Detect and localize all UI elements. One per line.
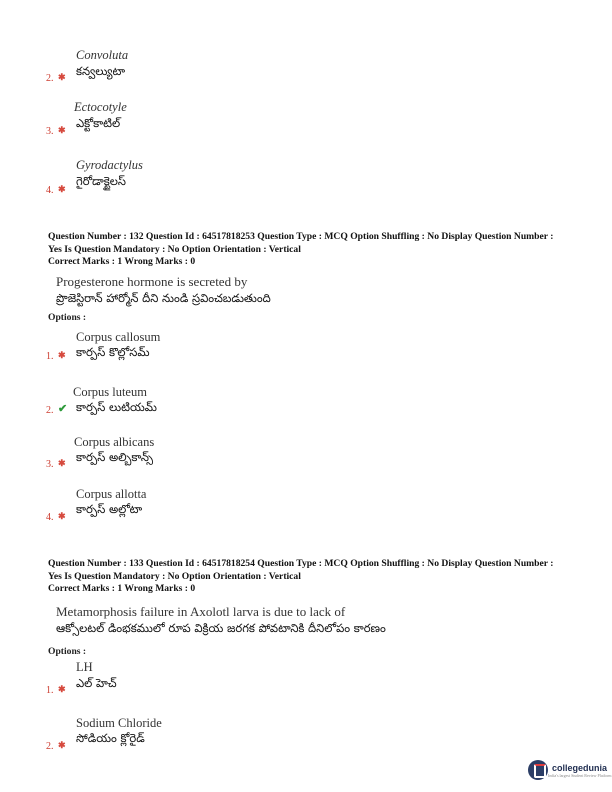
option-text-te: ఎల్ హెచ్ (76, 676, 117, 690)
option-number: 1. (46, 685, 54, 696)
wrong-mark-icon: ✱ (58, 740, 66, 750)
wrong-mark-icon: ✱ (58, 511, 66, 521)
option-text-te: సోడియం క్లోరైడ్ (76, 731, 145, 745)
question-marks: Correct Marks : 1 Wrong Marks : 0 (48, 583, 196, 594)
wrong-mark-icon: ✱ (58, 184, 66, 194)
option-text-te: ఎక్టోకాటిల్ (76, 116, 121, 130)
question-text-te: ప్రొజెస్టిరాన్ హార్మోన్ దీని నుండి స్రవించబడుతుంది (56, 291, 271, 305)
option-text-en: Gyrodactylus (76, 158, 143, 172)
option-text-te: కార్పస్ కొల్లోసమ్ (76, 345, 150, 359)
option-text-te: కార్పస్ లుటియమ్ (76, 400, 157, 414)
wrong-mark-icon: ✱ (58, 350, 66, 360)
logo-name: collegedunia (552, 762, 608, 773)
question-marks: Correct Marks : 1 Wrong Marks : 0 (48, 256, 196, 267)
logo-badge-icon (528, 760, 548, 780)
option-text-te: కన్వల్యుటా (76, 64, 126, 78)
wrong-mark-icon: ✱ (58, 72, 66, 82)
option-number: 4. (46, 512, 54, 523)
option-text-te: కార్పస్ అల్బికాన్స్ (76, 450, 154, 464)
option-text-en: Corpus callosum (76, 330, 161, 344)
option-number: 4. (46, 185, 54, 196)
question-header: Question Number : 132 Question Id : 64517818253 Question Type : MCQ Option Shuffling : No Display Question Number : Yes Is Question Mandatory : No Option Orientation : Vertical (48, 231, 554, 255)
option-number: 2. (46, 741, 54, 752)
options-label: Options : (48, 312, 87, 323)
option-text-en: Corpus luteum (73, 385, 147, 399)
option-number: 3. (46, 459, 54, 470)
wrong-mark-icon: ✱ (58, 125, 66, 135)
logo-wordmark (548, 763, 612, 778)
question-text-te: ఆక్సోలటల్ డింభకములో రూప విక్రియ జరగక పోవటానికి దీనిలోపం కారణం (56, 621, 386, 635)
option-text-en: Convoluta (76, 48, 129, 62)
options-label: Options : (48, 646, 87, 657)
option-number: 2. (46, 405, 54, 416)
option-text-en: Sodium Chloride (76, 716, 162, 730)
question-text-en: Metamorphosis failure in Axolotl larva is due to lack of (56, 604, 346, 619)
option-text-en: LH (76, 660, 93, 674)
question-text-en: Progesterone hormone is secreted by (56, 274, 248, 289)
option-number: 3. (46, 126, 54, 137)
option-number: 1. (46, 351, 54, 362)
logo-tagline: India's largest Student Review Platform (548, 772, 612, 778)
question-header: Question Number : 133 Question Id : 64517818254 Question Type : MCQ Option Shuffling : No Display Question Number : Yes Is Question Mandatory : No Option Orientation : Vertical (48, 558, 554, 582)
option-text-te: కార్పస్ అల్లోటా (76, 502, 143, 516)
wrong-mark-icon: ✱ (58, 458, 66, 468)
correct-check-icon: ✔ (58, 403, 68, 415)
wrong-mark-icon: ✱ (58, 684, 66, 694)
option-text-te: గైరోడాక్టైలస్ (76, 174, 126, 188)
question-text (56, 274, 271, 308)
option-text-en: Ectocotyle (74, 100, 127, 114)
collegedunia-logo (528, 760, 612, 780)
option-number: 2. (46, 73, 54, 84)
question-text (56, 604, 386, 638)
option-text-en: Corpus allotta (76, 487, 147, 501)
option-text-en: Corpus albicans (74, 435, 155, 449)
